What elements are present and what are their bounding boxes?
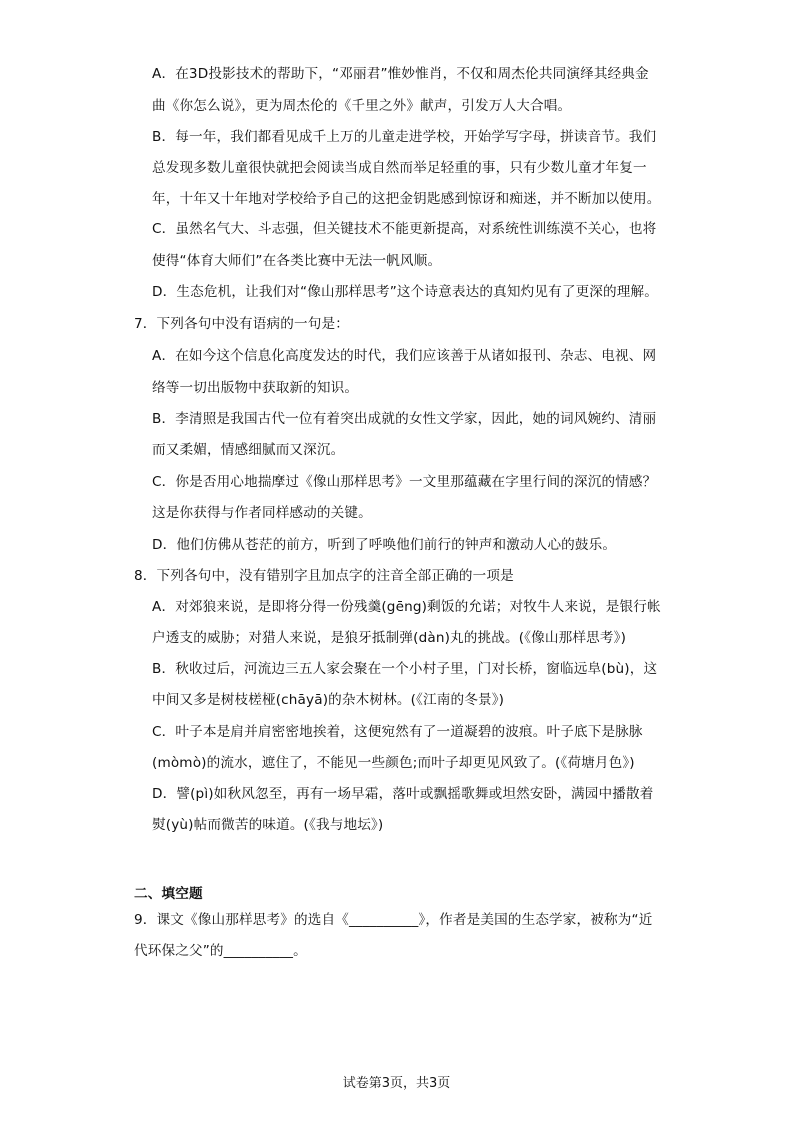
q8-option-b-line-2: 中间又多是树枝槎桠(chāyā)的杂木树林。(《江南的冬景》) <box>152 692 505 708</box>
q7-option-c-line-1: C．你是否用心地揣摩过《像山那样思考》一文里那蕴藏在字里行间的深沉的情感？ <box>152 474 657 490</box>
q7-option-c-line-2: 这是你获得与作者同样感动的关键。 <box>152 505 372 521</box>
option-b-line-1: B．每一年，我们都看见成千上万的儿童走进学校，开始学写字母，拼读音节。我们 <box>152 129 657 145</box>
q7-option-a-line-2: 络等一切出版物中获取新的知识。 <box>152 380 359 396</box>
option-b-line-3: 年，十年又十年地对学校给予自己的这把金钥匙感到惊讶和痴迷，并不断加以使用。 <box>152 191 661 207</box>
option-d-line-1: D．生态危机，让我们对“像山那样思考”这个诗意表达的真知灼见有了更深的理解。 <box>152 284 659 300</box>
q7-option-b-line-2: 而又柔媚，情感细腻而又深沉。 <box>152 442 345 458</box>
question-8-stem: 8．下列各句中，没有错别字且加点字的注音全部正确的一项是 <box>134 568 514 584</box>
q8-option-b-line-1: B．秋收过后，河流边三五人家会聚在一个小村子里，门对长桥，窗临远阜(bù)，这 <box>152 661 658 677</box>
question-7-stem: 7．下列各句中没有语病的一句是： <box>134 316 349 332</box>
q7-option-b-line-1: B．李清照是我国古代一位有着突出成就的女性文学家，因此，她的词风婉约、清丽 <box>152 411 657 427</box>
page-footer: 试卷第3页，共3页 <box>342 1076 451 1091</box>
q7-option-d-line-1: D．他们仿佛从苍茫的前方，听到了呼唤他们前行的钟声和激动人心的鼓乐。 <box>152 537 617 553</box>
section-title-fill-in: 二、填空题 <box>134 886 203 902</box>
q8-option-d-line-2: 熨(yù)帖而微苦的味道。(《我与地坛》) <box>152 817 384 833</box>
q8-option-a-line-1: A．对郊狼来说，是即将分得一份残羹(gēng)剩饭的允诺；对牧牛人来说，是银行帐 <box>152 599 661 615</box>
question-9-line-1: 9．课文《像山那样思考》的选自《__________》，作者是美国的生态学家，被称为“近 <box>134 912 653 928</box>
q7-option-a-line-1: A．在如今这个信息化高度发达的时代，我们应该善于从诸如报刊、杂志、电视、网 <box>152 348 657 364</box>
option-b-line-2: 总发现多数儿童很快就把会阅读当成自然而举足轻重的事，只有少数儿童才年复一 <box>152 160 647 176</box>
q8-option-a-line-2: 户透支的威胁；对猎人来说，是狼牙抵制弹(dàn)丸的挑战。(《像山那样思考》) <box>152 630 627 646</box>
q8-option-c-line-2: (mòmò)的流水，遮住了，不能见一些颜色;而叶子却更见风致了。(《荷塘月色》) <box>152 755 635 771</box>
q8-option-d-line-1: D．譬(pì)如秋风忽至，再有一场早霜，落叶或飘摇歌舞或坦然安卧，满园中播散着 <box>152 786 654 802</box>
option-c-line-1: C．虽然名气大、斗志强，但关键技术不能更新提高，对系统性训练漠不关心，也将 <box>152 221 657 237</box>
option-a-line-1: A．在3D投影技术的帮助下，“邓丽君”惟妙惟肖，不仅和周杰伦共同演绎其经典金 <box>152 66 649 82</box>
option-a-line-2: 曲《你怎么说》，更为周杰伦的《千里之外》献声，引发万人大合唱。 <box>152 98 572 114</box>
question-9-line-2: 代环保之父”的__________。 <box>134 943 307 959</box>
q8-option-c-line-1: C．叶子本是肩并肩密密地挨着，这便宛然有了一道凝碧的波痕。叶子底下是脉脉 <box>152 724 643 740</box>
option-c-line-2: 使得“体育大师们”在各类比赛中无法一帆风顺。 <box>152 253 442 269</box>
